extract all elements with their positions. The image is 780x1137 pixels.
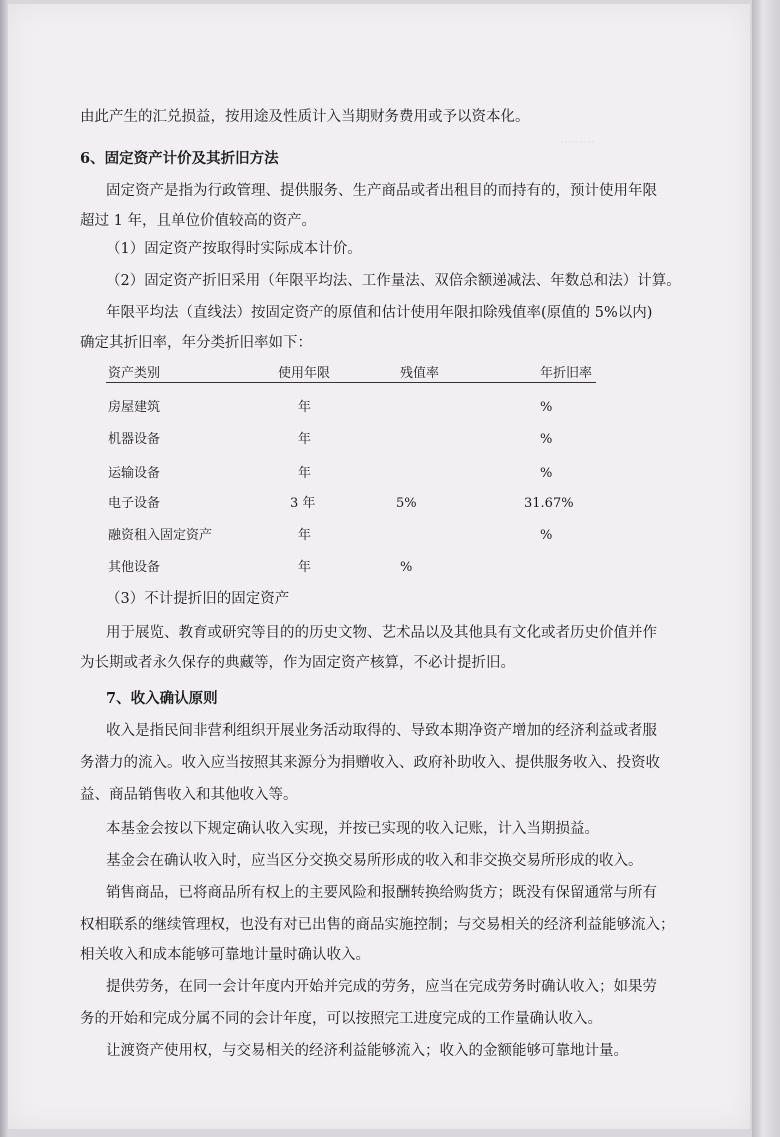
paragraph-line: 本基金会按以下规定确认收入实现，并按已实现的收入记账，计入当期损益。 [106, 821, 599, 837]
table-cell-category: 电子设备 [108, 496, 161, 511]
table-cell-life: 年 [298, 560, 312, 575]
paragraph-line: 收入是指民间非营利组织开展业务活动取得的、导致本期净资产增加的经济利益或者服 [106, 723, 657, 739]
paragraph-line: 为长期或者永久保存的典藏等，作为固定资产核算，不必计提折旧。 [80, 655, 515, 671]
paragraph-line: 超过 1 年，且单位价值较高的资产。 [80, 213, 316, 229]
table-cell-rate: % [540, 528, 553, 543]
paragraph-line: 相关收入和成本能够可靠地计量时确认收入。 [80, 947, 370, 963]
table-cell-life: 年 [298, 400, 312, 415]
paragraph-line: （3）不计提折旧的固定资产 [106, 591, 290, 607]
paragraph-line: 让渡资产使用权，与交易相关的经济利益能够流入；收入的金额能够可靠地计量。 [106, 1043, 628, 1059]
table-header-category: 资产类别 [108, 366, 161, 381]
paragraph-line: 提供劳务，在同一会计年度内开始并完成的劳务，应当在完成劳务时确认收入；如果劳 [106, 979, 657, 995]
page-left-edge [0, 0, 8, 1137]
table-header-rule [106, 382, 596, 383]
paragraph-line: 权相联系的继续管理权，也没有对已出售的商品实施控制；与交易相关的经济利益能够流入； [80, 917, 675, 933]
table-header-rate: 年折旧率 [540, 366, 593, 381]
table-cell-life: 年 [298, 466, 312, 481]
table-cell-life: 年 [298, 528, 312, 543]
show-through-text: ········· [560, 135, 595, 149]
table-cell-residual: 5% [396, 496, 417, 511]
paragraph-line: 由此产生的汇兑损益，按用途及性质计入当期财务费用或予以资本化。 [80, 109, 530, 125]
table-cell-category: 其他设备 [108, 560, 161, 575]
paragraph-line: 销售商品，已将商品所有权上的主要风险和报酬转换给购货方；既没有保留通常与所有 [106, 885, 657, 901]
table-header-residual: 残值率 [400, 366, 440, 381]
table-cell-life: 年 [298, 432, 312, 447]
table-cell-residual: % [400, 560, 413, 575]
paragraph-line: （1）固定资产按取得时实际成本计价。 [106, 241, 362, 257]
table-header-life: 使用年限 [278, 366, 331, 381]
table-cell-rate: % [540, 400, 553, 415]
section-heading-6: 6、固定资产计价及其折旧方法 [80, 150, 279, 167]
table-cell-category: 房屋建筑 [108, 400, 161, 415]
page-right-edge [752, 0, 780, 1137]
table-cell-rate: % [540, 432, 553, 447]
paragraph-line: 用于展览、教育或研究等目的的历史文物、艺术品以及其他具有文化或者历史价值并作 [106, 625, 657, 641]
paragraph-line: 基金会在确认收入时，应当区分交换交易所形成的收入和非交换交易所形成的收入。 [106, 853, 643, 869]
table-cell-category: 机器设备 [108, 432, 161, 447]
paragraph-line: 固定资产是指为行政管理、提供服务、生产商品或者出租目的而持有的，预计使用年限 [106, 183, 657, 199]
table-cell-life: 3 年 [290, 496, 316, 511]
table-cell-rate: % [540, 466, 553, 481]
paragraph-line: 务潜力的流入。收入应当按照其来源分为捐赠收入、政府补助收入、提供服务收入、投资收 [80, 755, 660, 771]
table-cell-category: 融资租入固定资产 [108, 528, 213, 543]
section-heading-7: 7、收入确认原则 [106, 690, 218, 707]
table-cell-rate: 31.67% [524, 496, 574, 511]
paragraph-line: （2）固定资产折旧采用（年限平均法、工作量法、双倍余额递减法、年数总和法）计算。 [106, 273, 681, 289]
table-cell-category: 运输设备 [108, 466, 161, 481]
paragraph-line: 务的开始和完成分属不同的会计年度，可以按照完工进度完成的工作量确认收入。 [80, 1011, 602, 1027]
paragraph-line: 确定其折旧率，年分类折旧率如下： [80, 335, 312, 351]
paragraph-line: 年限平均法（直线法）按固定资产的原值和估计使用年限扣除残值率(原值的 5%以内) [106, 305, 653, 321]
paragraph-line: 益、商品销售收入和其他收入等。 [80, 787, 298, 803]
